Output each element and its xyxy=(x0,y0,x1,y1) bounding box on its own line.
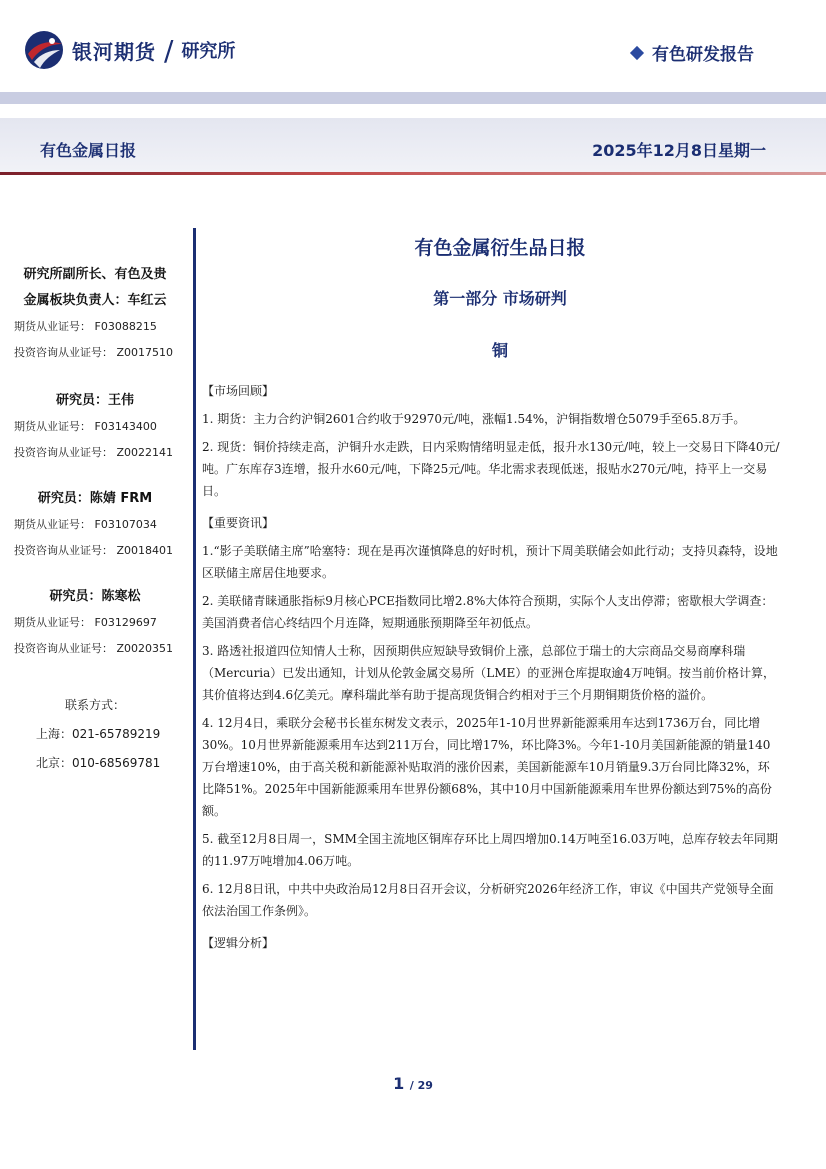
news-paragraph: 1.“影子美联储主席”哈塞特：现在是再次谨慎降息的好时机，预计下周美联储会如此行动；支持贝森特，设地区联储主席居住地要求。 xyxy=(202,544,778,580)
analyst-card xyxy=(0,584,190,662)
logic-analysis-heading: 【逻辑分析】 xyxy=(202,936,275,950)
analyst-card xyxy=(0,388,190,466)
market-review-heading: 【市场回顾】 xyxy=(202,384,275,398)
contact-beijing: 北京：010-68569781 xyxy=(36,756,161,770)
page-number xyxy=(0,1074,826,1093)
contact-title: 联系方式： xyxy=(64,698,125,712)
news-paragraph: 5. 截至12月8日周一，SMM全国主流地区铜库存环比上周四增加0.14万吨至16.03万吨，总库存较去年同期的11.97万吨增加4.06万吨。 xyxy=(202,832,779,868)
advisory-license: 投资咨询从业证号： Z0017510 xyxy=(14,346,174,359)
header-band-top xyxy=(0,92,826,104)
news-paragraph: 2. 美联储青睐通胀指标9月核心PCE指数同比增2.8%大体符合预期，实际个人支出停滞；密歇根大学调查：美国消费者信心终结四个月连降，短期通胀预期降至年初低点。 xyxy=(202,594,774,630)
header-accent-line xyxy=(0,172,826,175)
section-title: 第一部分 市场研判 xyxy=(433,289,567,308)
analyst-title: 研究所副所长、有色及贵 xyxy=(23,267,167,282)
galaxy-logo-icon xyxy=(22,28,66,72)
news-paragraph: 6. 12月8日讯，中共中央政治局12月8日召开会议，分析研究2026年经济工作，审议《中国共产党领导全面依法治国工作条例》。 xyxy=(202,882,774,918)
news-paragraph: 3. 路透社报道四位知情人士称，因预期供应短缺导致铜价上涨，总部位于瑞士的大宗商品交易商摩科瑞（Mercuria）已发出通知，计划从伦敦金属交易所（LME）的亚洲仓库提取逾4万吨铜。按当前价格计算，其价值将达到4.6亿美元。摩科瑞此举有助于提高现货铜合约相对于三个月期铜期货价格的溢价。 xyxy=(202,644,775,702)
analyst-name: 研究员：陈寒松 xyxy=(49,589,141,604)
analyst-sidebar xyxy=(0,262,190,778)
advisory-license: 投资咨询从业证号： Z0022141 xyxy=(14,446,174,459)
analyst-card xyxy=(0,262,190,366)
brand-logo xyxy=(22,28,235,72)
brand-separator: / xyxy=(164,33,174,67)
report-type-block xyxy=(632,40,754,65)
advisory-license: 投资咨询从业证号： Z0020351 xyxy=(14,642,174,655)
main-content xyxy=(200,228,780,954)
futures-license: 期货从业证号： F03143400 xyxy=(14,420,157,433)
market-review-paragraph: 2. 现货：铜价持续走高，沪铜升水走跌，日内采购情绪明显走低，报升水130元/吨，较上一交易日下降40元/吨。广东库存3连增，报升水60元/吨，下降25元/吨。华北需求表现低迷，报贴水270元/吨，持平上一交易日。 xyxy=(202,440,780,498)
report-type: 有色研发报告 xyxy=(652,45,754,65)
diamond-icon xyxy=(630,45,644,59)
daily-report-title: 有色金属日报 xyxy=(40,141,137,160)
total-pages: / 29 xyxy=(409,1079,433,1092)
metal-title: 铜 xyxy=(491,341,508,360)
analyst-title: 金属板块负责人：车红云 xyxy=(23,293,167,308)
report-date: 2025年12月8日星期一 xyxy=(592,141,766,160)
contact-shanghai: 上海：021-65789219 xyxy=(36,727,161,741)
document-title: 有色金属衍生品日报 xyxy=(414,237,586,259)
current-page: 1 xyxy=(393,1074,405,1093)
analyst-card xyxy=(0,486,190,564)
news-paragraph: 4. 12月4日，乘联分会秘书长崔东树发文表示，2025年1-10月世界新能源乘用车达到1736万台，同比增30%。10月世界新能源乘用车达到211万台，同比增17%，环比降3%。今年1-10月美国新能源的销量140万台增速10%，由于高关税和新能源补贴取消的涨价因素，美国新能源车10月销量9.3万台同比降32%，环比降51%。2025年中国新能源乘用车世界份额68%，其中10月中国新能源乘用车世界份额达到75%的高份额。 xyxy=(202,716,772,818)
futures-license: 期货从业证号： F03129697 xyxy=(14,616,157,629)
futures-license: 期货从业证号： F03107034 xyxy=(14,518,157,531)
analyst-name: 研究员：王伟 xyxy=(55,393,134,408)
futures-license: 期货从业证号： F03088215 xyxy=(14,320,157,333)
advisory-license: 投资咨询从业证号： Z0018401 xyxy=(14,544,174,557)
analyst-name: 研究员：陈婧 FRM xyxy=(37,491,153,506)
brand-name: 银河期货 xyxy=(72,39,156,64)
brand-department: 研究所 xyxy=(181,41,236,62)
market-review-paragraph: 1. 期货：主力合约沪铜2601合约收于92970元/吨，涨幅1.54%，沪铜指数增仓5079手至65.8万手。 xyxy=(202,412,746,426)
news-heading: 【重要资讯】 xyxy=(202,516,275,530)
column-divider xyxy=(193,228,196,1050)
